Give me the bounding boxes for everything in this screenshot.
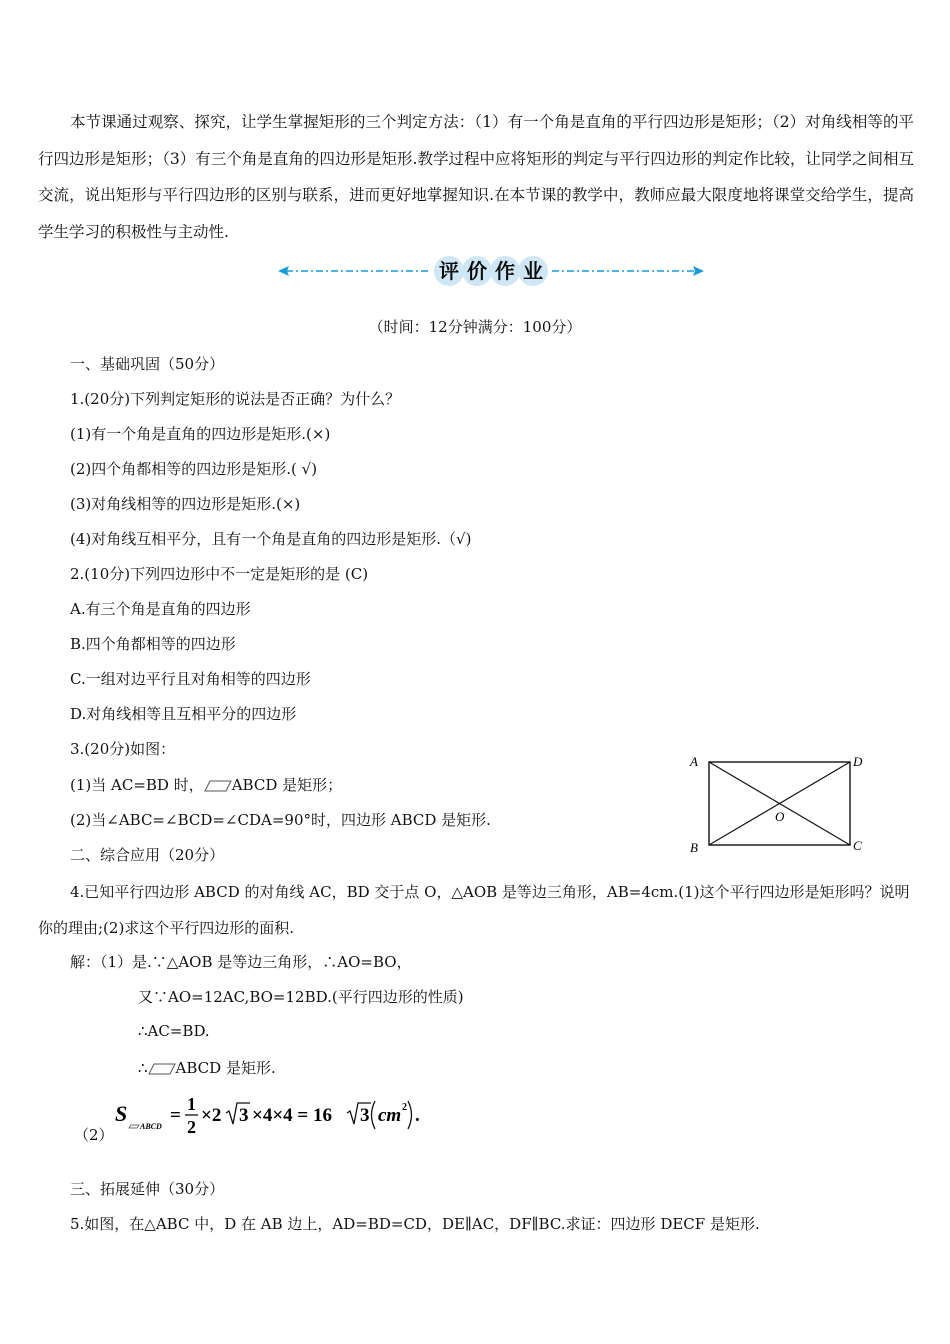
arrow-right-icon [693,266,704,276]
formula-term: ×4×4 = 16 [252,1105,332,1126]
q4-part2-label: （2） [74,1126,114,1144]
q1-item: (2)四个角都相等的四边形是矩形.( √) [70,460,318,478]
label-d: D [853,754,863,769]
q2-stem: 2.(10分)下列四边形中不一定是矩形的是 (C) [70,565,369,583]
label-o: O [775,809,785,824]
formula-subscript: ABCD [140,1122,162,1131]
formula-equals: = [170,1105,181,1126]
q2-option: C.一组对边平行且对角相等的四边形 [70,670,311,688]
left-paren-icon [372,1101,376,1129]
formula-power: 2 [402,1102,407,1113]
q3-item-2: (2)当∠ABC=∠BCD=∠CDA=90°时，四边形 ABCD 是矩形. [70,811,491,829]
banner-char: 作 [495,259,515,283]
section-heading-3: 三、拓展延伸（30分） [70,1180,225,1198]
section-heading-2: 二、综合应用（20分） [70,846,225,864]
parallelogram-icon [204,779,232,793]
banner-char: 业 [523,259,543,283]
q3-stem: 3.(20分)如图： [70,740,176,758]
q4-solution-line-1: 解：（1）是.∵△AOB 是等边三角形，∴AO=BO， [70,953,412,971]
q1-item: (3)对角线相等的四边形是矩形.(×) [70,495,301,513]
formula-unit: cm [378,1105,402,1126]
q2-option: A.有三个角是直角的四边形 [70,600,251,618]
q3-item-1-prefix: (1)当 AC=BD 时， [70,776,204,794]
q4-sol4-prefix: ∴ [138,1059,148,1077]
assessment-banner [276,252,706,292]
parallelogram-icon [148,1062,176,1076]
rectangle-figure [682,746,872,856]
small-parallelogram-icon [129,1125,139,1128]
q1-item: (1)有一个角是直角的四边形是矩形.(×) [70,425,331,443]
q2-option: B.四个角都相等的四边形 [70,635,236,653]
q4-stem-cont: 吗？说明你的理由;(2)求这个平行四边形的面积. [38,883,910,937]
formula-term: ×2 [201,1105,222,1126]
q2-option: D.对角线相等且互相平分的四边形 [70,705,297,723]
q5-stem: 5.如图，在△ABC 中，D 在 AB 边上，AD=BD=CD，DE∥AC，DF∥BC.求证：四边形 DECF 是矩形. [70,1215,760,1233]
q4-stem [38,874,914,946]
q3-item-1 [70,774,342,795]
right-paren-icon [408,1101,412,1129]
q4-stem-main: 4.已知平行四边形 ABCD 的对角线 AC，BD 交于点 O，△AOB 是等边三角形，AB=4cm.(1)这个平行四边形是矩形 [70,883,850,901]
formula-radicand: 3 [360,1105,370,1126]
label-a: A [690,754,698,769]
intro-paragraph: 本节课通过观察、探究，让学生掌握矩形的三个判定方法：（1）有一个角是直角的平行四边形是矩形；（2）对角线相等的平行四边形是矩形；（3）有三个角是直角的四边形是矩形.教学过程中应将矩形的判定与平行四边形的判定作比较，让同学之间相互交流，说出矩形与平行四边形的区别与联系，进而更好地掌握知识.在本节课的教学中，教师应最大限度地将课堂交给学生，提高学生学习的积极性与主动性. [38,113,914,241]
formula-s: S [115,1101,128,1126]
label-c: C [853,838,862,853]
section-heading-1: 一、基础巩固（50分） [70,355,225,373]
label-b: B [690,840,698,855]
q4-solution-line-4 [138,1057,276,1078]
area-formula [113,1088,423,1138]
q1-item: (4)对角线互相平分，且有一个角是直角的四边形是矩形.（√) [70,530,472,548]
banner-char: 价 [467,259,487,283]
formula-denominator: 2 [187,1117,196,1137]
q4-solution-line-2: 又∵AO=12AC,BO=12BD.(平行四边形的性质) [138,988,464,1006]
formula-end: . [415,1105,420,1126]
formula-radicand: 3 [239,1105,249,1126]
formula-numerator: 1 [187,1094,196,1114]
time-line: （时间：12分钟满分：100分） [368,318,582,336]
q1-stem: 1.(20分)下列判定矩形的说法是否正确？为什么？ [70,390,401,408]
q3-item-1-suffix: ABCD 是矩形； [231,776,343,794]
q4-sol4-suffix: ABCD 是矩形. [175,1059,276,1077]
banner-char: 评 [439,259,459,283]
q4-solution-line-3: ∴AC=BD. [138,1022,210,1040]
